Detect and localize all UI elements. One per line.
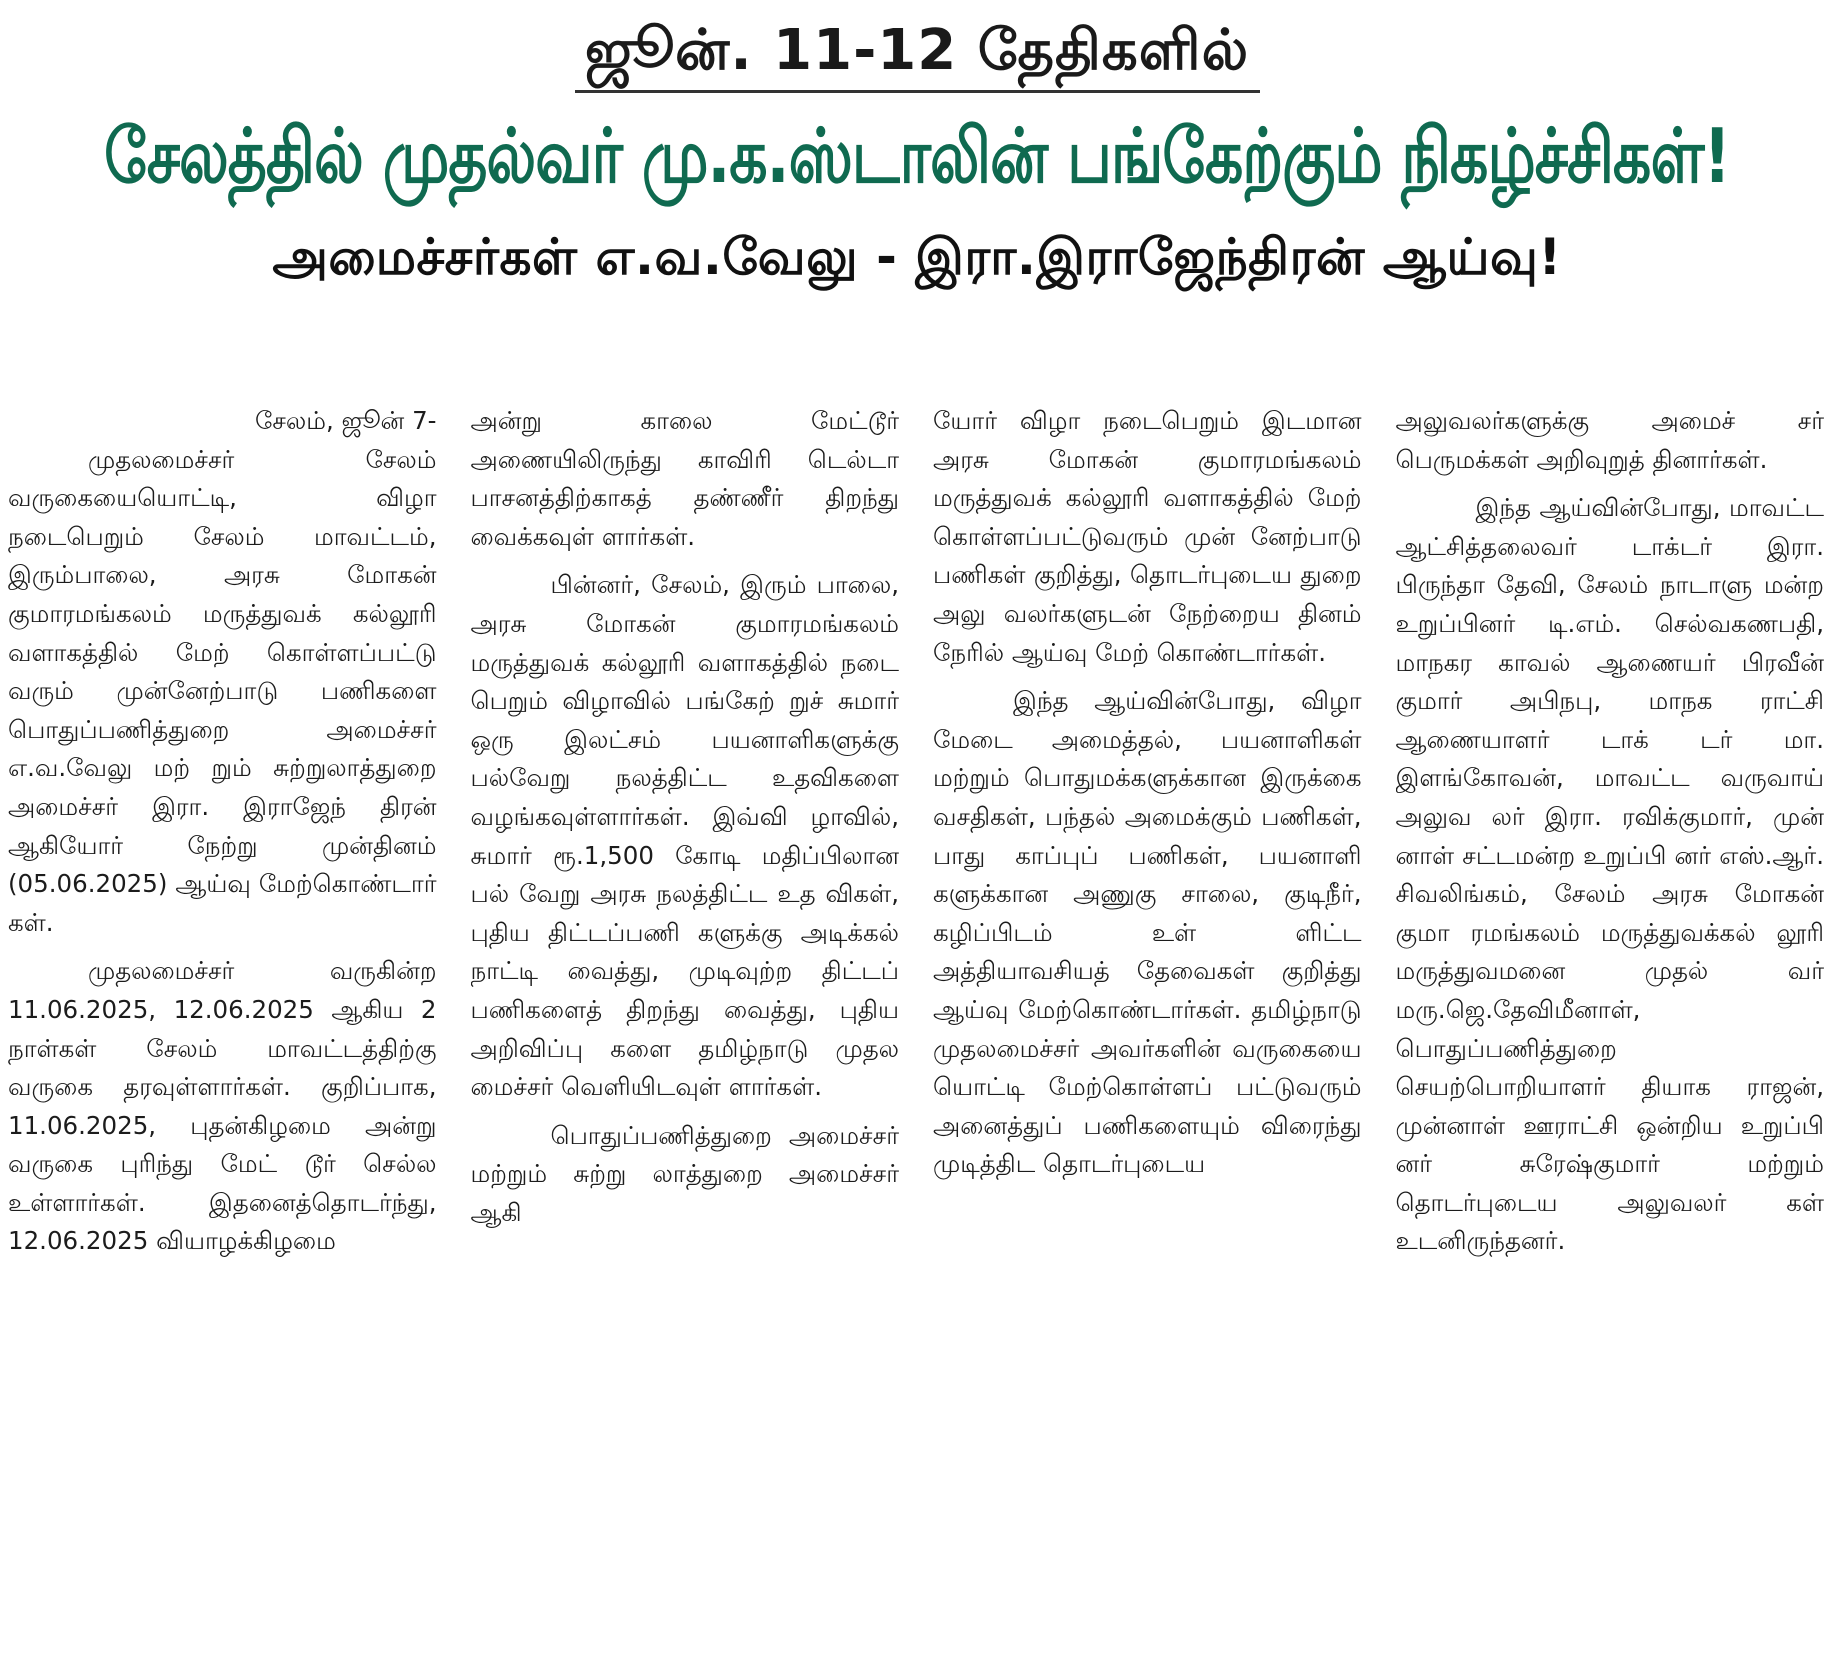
paragraph: இந்த ஆய்வின்போது, மாவட்ட ஆட்சித்தலைவர் டாக்டர் இரா. பிருந்தா தேவி, சேலம் நாடாளு மன்ற உறுப்பினர் டி.எம். செல்வகணபதி, மாநகர காவல் ஆணையர் பிரவீன் குமார் அபிநபு, மாநக ராட்சி ஆணையாளர் டாக் டர் மா. இளங்கோவன், மாவட்ட வருவாய் அலுவ லர் இரா. ரவிக்குமார், முன் னாள் சட்டமன்ற உறுப்பி னர் எஸ்.ஆர். சிவலிங்கம், சேலம் அரசு மோகன் குமா ரமங்கலம் மருத்துவக்கல் லூரி மருத்துவமனை முதல் வர் மரு.ஜெ.தேவிமீனாள், பொதுப்பணித்துறை செயற்பொறியாளர் தியாக ராஜன், முன்னாள் ஊராட்சி ஒன்றிய உறுப்பி னர் சுரேஷ்குமார் மற்றும் தொடர்புடைய அலுவலர் கள் உடனிருந்தனர். — [1395, 493, 1824, 1256]
article-body — [8, 402, 1824, 1646]
column-2 — [471, 402, 900, 1646]
column-4 — [1396, 402, 1825, 1646]
paragraph: அன்று காலை மேட்டூர் அணையிலிருந்து காவிரி டெல்டா பாசனத்திற்காகத் தண்ணீர் திறந்து வைக்கவுள் ளார்கள். — [470, 406, 899, 551]
kicker-line: ஜூன். 11-12 தேதிகளில் — [584, 18, 1250, 83]
paragraph: யோர் விழா நடைபெறும் இடமான அரசு மோகன் குமாரமங்கலம் மருத்துவக் கல்லூரி வளாகத்தில் மேற் கொள்ளப்பட்டுவரும் முன் னேற்பாடு பணிகள் குறித்து, தொடர்புடைய துறை அலு வலர்களுடன் நேற்றைய தினம் நேரில் ஆய்வு மேற் கொண்டார்கள். — [933, 406, 1362, 667]
subheadline: அமைச்சர்கள் எ.வ.வேலு - இரா.இராஜேந்திரன் ஆய்வு! — [272, 228, 1562, 286]
dateline: சேலம், ஜூன் 7- — [254, 406, 437, 435]
paragraph: முதலமைச்சர் வருகின்ற 11.06.2025, 12.06.2025 ஆகிய 2 நாள்கள் சேலம் மாவட்டத்திற்கு வருகை தரவுள்ளார்கள். குறிப்பாக, 11.06.2025, புதன்கிழமை அன்று வருகை புரிந்து மேட் டூர் செல்ல உள்ளார்கள். இதனைத்தொடர்ந்து, 12.06.2025 வியாழக்கிழமை — [8, 956, 437, 1256]
paragraph: பொதுப்பணித்துறை அமைச்சர் மற்றும் சுற்று லாத்துறை அமைச்சர் ஆகி — [470, 1120, 899, 1227]
paragraph: அலுவலர்களுக்கு அமைச் சர் பெருமக்கள் அறிவுறுத் தினார்கள். — [1395, 406, 1824, 474]
headline: சேலத்தில் முதல்வர் மு.க.ஸ்டாலின் பங்கேற்கும் நிகழ்ச்சிகள்! — [104, 113, 1730, 201]
column-1 — [8, 402, 437, 1646]
paragraph: இந்த ஆய்வின்போது, விழா மேடை அமைத்தல், பயனாளிகள் மற்றும் பொதுமக்களுக்கான இருக்கை வசதிகள், பந்தல் அமைக்கும் பணிகள், பாது காப்புப் பணிகள், பயனாளி களுக்கான அணுகு சாலை, குடிநீர், கழிப்பிடம் உள் ளிட்ட அத்தியாவசியத் தேவைகள் குறித்து ஆய்வு மேற்கொண்டார்கள். தமிழ்நாடு முதலமைச்சர் அவர்களின் வருகையை யொட்டி மேற்கொள்ளப் பட்டுவரும் அனைத்துப் பணிகளையும் விரைந்து முடித்திட தொடர்புடைய — [933, 686, 1362, 1179]
paragraph: முதலமைச்சர் சேலம் வருகையையொட்டி, விழா நடைபெறும் சேலம் மாவட்டம், இரும்பாலை, அரசு மோகன் குமாரமங்கலம் மருத்துவக் கல்லூரி வளாகத்தில் மேற் கொள்ளப்பட்டு வரும் முன்னேற்பாடு பணிகளை பொதுப்பணித்துறை அமைச்சர் எ.வ.வேலு மற் றும் சுற்றுலாத்துறை அமைச்சர் இரா. இராஜேந் திரன் ஆகியோர் நேற்று முன்தினம் (05.06.2025) ஆய்வு மேற்கொண்டார் கள். — [8, 444, 437, 937]
column-3 — [933, 402, 1362, 1646]
paragraph: பின்னர், சேலம், இரும் பாலை, அரசு மோகன் குமாரமங்கலம் மருத்துவக் கல்லூரி வளாகத்தில் நடை பெறும் விழாவில் பங்கேற் றுச் சுமார் ஒரு இலட்சம் பயனாளிகளுக்கு பல்வேறு நலத்திட்ட உதவிகளை வழங்கவுள்ளார்கள். இவ்வி ழாவில், சுமார் ரூ.1,500 கோடி மதிப்பிலான பல் வேறு அரசு நலத்திட்ட உத விகள், புதிய திட்டப்பணி களுக்கு அடிக்கல் நாட்டி வைத்து, முடிவுற்ற திட்டப் பணிகளைத் திறந்து வைத்து, புதிய அறிவிப்பு களை தமிழ்நாடு முதல மைச்சர் வெளியிடவுள் ளார்கள். — [470, 570, 899, 1102]
